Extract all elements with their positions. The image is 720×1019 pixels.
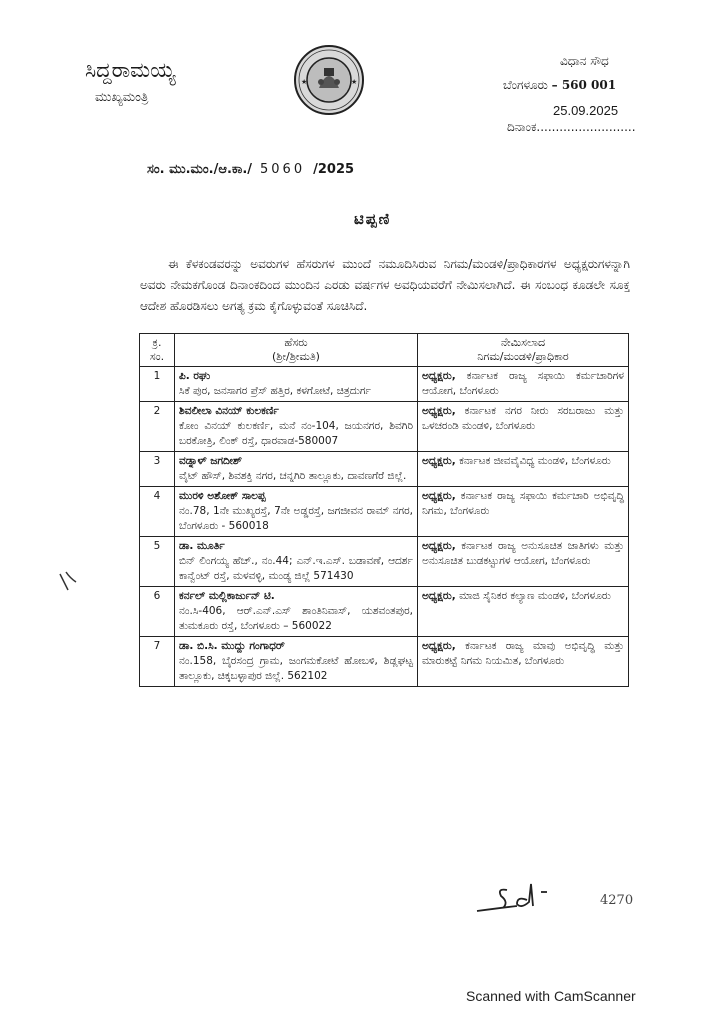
row-organisation-cell bbox=[418, 537, 629, 587]
table-row bbox=[140, 537, 629, 587]
appointee-address: ವೈಟ್ ಹೌಸ್, ಶಿವಶಕ್ತಿ ನಗರ, ಚನ್ನಗಿರಿ ತಾಲ್ಲೂಕು, ದಾವಣಗೆರೆ ಜಿಲ್ಲೆ. bbox=[179, 470, 407, 482]
appointee-address: ಸಿಕೆ ಪುರ, ಜನಸಾಗರ ಪ್ರೆಸ್ ಹತ್ತಿರ, ಕಳಗೋಟೆ, ಚಿತ್ರದುರ್ಗ bbox=[179, 385, 372, 397]
row-serial: 2 bbox=[140, 402, 175, 452]
appointed-role: ಅಧ್ಯಕ್ಷರು, bbox=[422, 455, 456, 467]
row-serial: 7 bbox=[140, 637, 175, 687]
appointed-organisation: ಕರ್ನಾಟಕ ರಾಜ್ಯ ಮಾವು ಅಭಿವೃದ್ಧಿ ಮತ್ತು ಮಾರುಕಟ್ಟೆ ನಿಗಮ ನಿಯಮಿತ, ಬೆಂಗಳೂರು bbox=[422, 640, 624, 667]
table-row bbox=[140, 402, 629, 452]
appointed-role: ಅಧ್ಯಕ್ಷರು, bbox=[422, 405, 456, 417]
appointee-address: ನಂ.ಸಿ-406, ಆರ್.ಎನ್.ಎಸ್ ಶಾಂತಿನಿವಾಸ್, ಯಶವಂತಪುರ, ತುಮಕೂರು ರಸ್ತೆ, ಬೆಂಗಳೂರು – 560022 bbox=[179, 605, 413, 632]
appointed-organisation: ಕರ್ನಾಟಕ ರಾಜ್ಯ ಸಫಾಯಿ ಕರ್ಮಚಾರಿಗಳ ಆಯೋಗ, ಬೆಂಗಳೂರು bbox=[422, 370, 625, 397]
header-org-line2: ನಿಗಮ/ಮಂಡಳಿ/ಪ್ರಾಧಿಕಾರ bbox=[477, 350, 569, 363]
header-org-line1: ನೇಮಿಸಲಾದ bbox=[500, 336, 546, 349]
appointee-address: ಕೋಂ ವಿನಯ್ ಕುಲಕರ್ಣಿ, ಮನೆ ನಂ-104, ಜಯನಗರ, ಶಿವಗಿರಿ ಬರಕೋತ್ರಿ, ಲಿಂಕ್ ರಸ್ತೆ, ಧಾರವಾಡ-580007 bbox=[179, 420, 413, 447]
row-name-cell bbox=[175, 402, 418, 452]
row-name-cell bbox=[175, 587, 418, 637]
table-row bbox=[140, 367, 629, 402]
row-organisation-cell bbox=[418, 587, 629, 637]
header-name-line1: ಹೆಸರು bbox=[284, 336, 308, 349]
row-name-cell bbox=[175, 452, 418, 487]
header-serial-line2: ಸಂ. bbox=[149, 350, 165, 363]
row-serial: 4 bbox=[140, 487, 175, 537]
body-paragraph bbox=[140, 254, 630, 317]
header-name-line2: (ಶ್ರೀ/ಶ್ರೀಮತಿ) bbox=[272, 350, 320, 363]
table-row bbox=[140, 637, 629, 687]
appointee-address: ನಂ.158, ಬೈರಸಂದ್ರ ಗ್ರಾಮ, ಜಂಗಮಕೋಟೆ ಹೋಬಳಿ, ಶಿಡ್ಲಘಟ್ಟ ತಾಲ್ಲೂಕು, ಚಿಕ್ಕಬಳ್ಳಾಪುರ ಜಿಲ್ಲೆ. 562102 bbox=[179, 655, 413, 682]
appointed-role: ಅಧ್ಯಕ್ಷರು, bbox=[422, 540, 456, 552]
appointee-name: ಮುರಳಿ ಅಶೋಕ್ ಸಾಲಪ್ಪ bbox=[179, 490, 266, 502]
appointed-organisation: ಕರ್ನಾಟಕ ನಗರ ನೀರು ಸರಬರಾಜು ಮತ್ತು ಒಳಚರಂಡಿ ಮಂಡಳಿ, ಬೆಂಗಳೂರು bbox=[422, 405, 624, 432]
row-serial: 6 bbox=[140, 587, 175, 637]
appointee-name: ಡಾ. ಬಿ.ಸಿ. ಮುದ್ದು ಗಂಗಾಧರ್ bbox=[179, 640, 285, 652]
date-label: ದಿನಾಂಕ.......................... bbox=[507, 120, 636, 134]
svg-text:★: ★ bbox=[351, 78, 358, 86]
header-serial bbox=[140, 334, 175, 367]
body-text: ಈ ಕೆಳಕಂಡವರನ್ನು ಅವರುಗಳ ಹೆಸರುಗಳ ಮುಂದೆ ನಮೂದಿಸಿರುವ ನಿಗಮ/ಮಂಡಳಿ/ಪ್ರಾಧಿಕಾರಗಳ ಅಧ್ಯಕ್ಷರುಗಳನ್ನಾಗಿ ಅವರು ನೇಮಕಗೊಂಡ ದಿನಾಂಕದಿಂದ ಮುಂದಿನ ಎರಡು ವರ್ಷಗಳ ಅವಧಿಯವರೆಗೆ ನೇಮಿಸಲಾಗಿದೆ. ಈ ಸಂಬಂಧ ಕೂಡಲೇ ಸೂಕ್ತ ಆದೇಶ ಹೊರಡಿಸಲು ಅಗತ್ಯ ಕ್ರಮ ಕೈಗೊಳ್ಳುವಂತೆ ಸೂಚಿಸಿದೆ. bbox=[140, 257, 630, 313]
sender-name: ಸಿದ್ದರಾಮಯ್ಯ bbox=[85, 58, 176, 82]
svg-text:★: ★ bbox=[301, 78, 308, 86]
table-row bbox=[140, 452, 629, 487]
appointed-role: ಅಧ್ಯಕ್ಷರು, bbox=[422, 370, 456, 382]
row-name-cell bbox=[175, 367, 418, 402]
header-serial-line1: ಕ್ರ. bbox=[152, 336, 162, 349]
table-header-row bbox=[140, 334, 629, 367]
appointed-organisation: ಕರ್ನಾಟಕ ಜೀವವೈವಿಧ್ಯ ಮಂಡಳಿ, ಬೆಂಗಳೂರು bbox=[459, 455, 611, 467]
row-organisation-cell bbox=[418, 487, 629, 537]
appointed-organisation: ಕರ್ನಾಟಕ ರಾಜ್ಯ ಸಫಾಯಿ ಕರ್ಮಚಾರಿ ಅಭಿವೃದ್ಧಿ ನಿಗಮ, ಬೆಂಗಳೂರು bbox=[422, 490, 624, 517]
sender-title: ಮುಖ್ಯಮಂತ್ರಿ bbox=[95, 90, 149, 105]
row-name-cell bbox=[175, 487, 418, 537]
appointee-name: ಪಿ. ರಘು bbox=[179, 370, 211, 382]
address-line: ವಿಧಾನ ಸೌಧ bbox=[560, 54, 609, 68]
appointed-organisation: ಕರ್ನಾಟಕ ರಾಜ್ಯ ಅನುಸೂಚಿತ ಜಾತಿಗಳು ಮತ್ತು ಅನುಸೂಚಿತ ಬುಡಕಟ್ಟುಗಳ ಆಯೋಗ, ಬೆಂಗಳೂರು bbox=[422, 540, 624, 567]
row-organisation-cell bbox=[418, 367, 629, 402]
appointed-role: ಅಧ್ಯಕ್ಷರು, bbox=[422, 590, 456, 602]
appointed-role: ಅಧ್ಯಕ್ಷರು, bbox=[422, 640, 456, 652]
row-name-cell bbox=[175, 637, 418, 687]
reference-number bbox=[147, 162, 354, 177]
address-city-name: ಬೆಂಗಳೂರು bbox=[503, 78, 548, 92]
appointee-name: ಶಿವಲೀಲಾ ವಿನಯ್ ಕುಲಕರ್ಣಿ bbox=[179, 405, 279, 417]
row-organisation-cell bbox=[418, 637, 629, 687]
appointed-role: ಅಧ್ಯಕ್ಷರು, bbox=[422, 490, 456, 502]
appointee-name: ಕರ್ನಲ್ ಮಲ್ಲಿಕಾರ್ಜುನ್ ಟಿ. bbox=[179, 590, 275, 602]
appointee-name: ಡಾ. ಮೂರ್ತಿ bbox=[179, 540, 225, 552]
row-name-cell bbox=[175, 537, 418, 587]
row-serial: 1 bbox=[140, 367, 175, 402]
appointments-table bbox=[139, 333, 629, 687]
row-organisation-cell bbox=[418, 452, 629, 487]
row-organisation-cell bbox=[418, 402, 629, 452]
scanner-watermark: Scanned with CamScanner bbox=[466, 988, 636, 1004]
address-pin: – 560 001 bbox=[551, 78, 617, 92]
reference-year: /2025 bbox=[313, 162, 355, 177]
table-row bbox=[140, 587, 629, 637]
header-name bbox=[175, 334, 418, 367]
appointee-name: ವಡ್ನಾಳ್ ಜಗದೀಶ್ bbox=[179, 455, 243, 467]
row-serial: 5 bbox=[140, 537, 175, 587]
appointee-address: ನಂ.78, 1ನೇ ಮುಖ್ಯರಸ್ತೆ, 7ನೇ ಅಡ್ಡರಸ್ತೆ, ಜಗಜೀವನ ರಾಮ್ ನಗರ, ಬೆಂಗಳೂರು - 560018 bbox=[179, 505, 413, 532]
document-heading: ಟಿಪ್ಪಣಿ bbox=[354, 210, 392, 228]
table-row bbox=[140, 487, 629, 537]
header-organisation bbox=[418, 334, 629, 367]
government-seal-icon bbox=[293, 44, 365, 116]
margin-handwritten-mark-icon bbox=[56, 568, 84, 596]
address-city bbox=[503, 78, 616, 93]
document-number: 4270 bbox=[600, 893, 634, 908]
row-serial: 3 bbox=[140, 452, 175, 487]
appointee-address: ಬಿನ್ ಲಿಂಗಯ್ಯ ಹೆಚ್., ನಂ.44; ಎನ್.ಇ.ಎಸ್. ಬಡಾವಣೆ, ಆದರ್ಶ ಕಾನ್ವೆಂಟ್ ರಸ್ತೆ, ಮಳವಳ್ಳಿ, ಮಂಡ್ಯ ಜಿಲ್ಲೆ 571430 bbox=[179, 555, 413, 582]
appointed-organisation: ಮಾಜಿ ಸೈನಿಕರ ಕಲ್ಯಾಣ ಮಂಡಳಿ, ಬೆಂಗಳೂರು bbox=[459, 590, 611, 602]
signature-sd-icon bbox=[475, 878, 565, 918]
reference-handwritten-number: 5060 bbox=[260, 162, 306, 177]
date-value: 25.09.2025 bbox=[553, 103, 619, 118]
reference-prefix: ಸಂ. ಮು.ಮಂ./ಆ.ಕಾ./ bbox=[147, 162, 253, 177]
